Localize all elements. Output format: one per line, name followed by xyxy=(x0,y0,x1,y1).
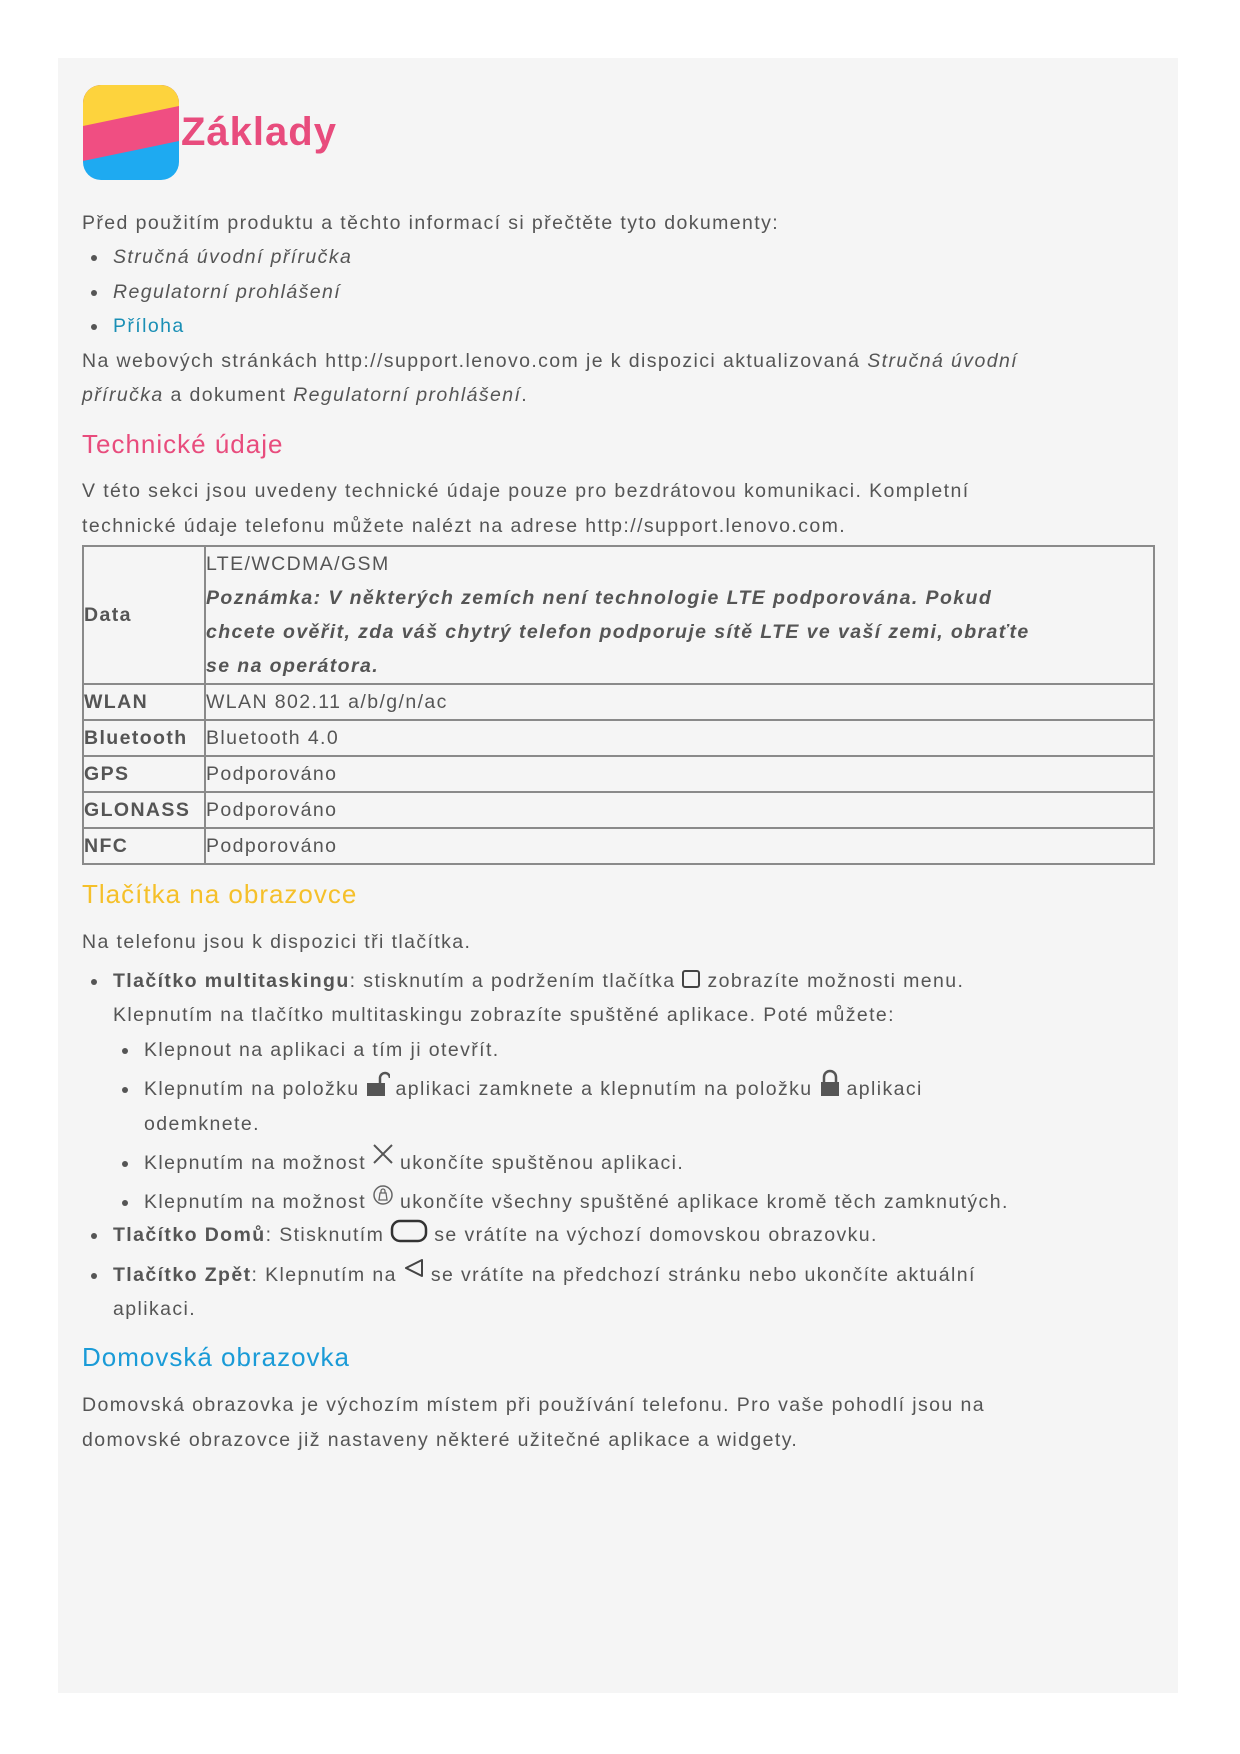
multitask-square-icon xyxy=(681,969,701,989)
spec-key: GLONASS xyxy=(83,792,205,828)
locked-padlock-icon xyxy=(819,1069,841,1097)
section-heading-buttons: Tlačítka na obrazovce xyxy=(82,879,358,909)
bullet xyxy=(91,1273,97,1279)
bullet xyxy=(91,290,97,296)
spec-value-text: LTE/WCDMA/GSM xyxy=(206,553,390,575)
spec-value: Podporováno xyxy=(205,792,1154,828)
bullet xyxy=(91,979,97,985)
web-info-line: příručka a dokument Regulatorní prohlášení. xyxy=(82,384,529,406)
buttons-intro: Na telefonu jsou k dispozici tři tlačítka. xyxy=(82,931,472,953)
home-pill-icon xyxy=(390,1219,428,1243)
table-row xyxy=(83,756,1154,792)
app-logo-icon xyxy=(83,85,179,180)
home-button-item: Tlačítko Domů: Stisknutím se vrátíte na výchozí domovskou obrazovku. xyxy=(113,1223,878,1247)
table-row xyxy=(83,546,1154,684)
sub-item-cont: odemknete. xyxy=(144,1113,260,1135)
spec-value xyxy=(205,546,1154,684)
spec-value: Podporováno xyxy=(205,828,1154,864)
bullet xyxy=(91,324,97,330)
back-triangle-icon xyxy=(403,1257,425,1279)
spec-value: Bluetooth 4.0 xyxy=(205,720,1154,756)
spec-value: Podporováno xyxy=(205,756,1154,792)
back-button-item: Tlačítko Zpět: Klepnutím na se vrátíte na předchozí stránku nebo ukončíte aktuální xyxy=(113,1263,976,1287)
sub-item: Klepnutím na položku aplikaci zamknete a klepnutím na položku aplikaci xyxy=(144,1077,923,1101)
close-x-icon xyxy=(372,1143,394,1165)
doc-item: Regulatorní prohlášení xyxy=(113,281,342,303)
sub-item: Klepnout na aplikaci a tím ji otevřít. xyxy=(144,1039,500,1061)
doc-item: Stručná úvodní příručka xyxy=(113,246,353,268)
spec-key: Bluetooth xyxy=(83,720,205,756)
page-title: Základy xyxy=(181,110,337,154)
home-text: Domovská obrazovka je výchozím místem při používání telefonu. Pro vaše pohodlí jsou na xyxy=(82,1394,985,1416)
intro-text: Před použitím produktu a těchto informací si přečtěte tyto dokumenty: xyxy=(82,212,780,234)
bullet xyxy=(122,1200,128,1206)
section-heading-home: Domovská obrazovka xyxy=(82,1342,350,1372)
bullet xyxy=(122,1161,128,1167)
back-button-cont: aplikaci. xyxy=(113,1298,197,1320)
multitask-item: Tlačítko multitaskingu: stisknutím a podržením tlačítka zobrazíte možnosti menu. xyxy=(113,970,965,992)
table-row xyxy=(83,684,1154,720)
tech-text: technické údaje telefonu můžete nalézt na adrese http://support.lenovo.com. xyxy=(82,515,847,537)
spec-key: GPS xyxy=(83,756,205,792)
bullet xyxy=(122,1087,128,1093)
note-line: Poznámka: V některých zemích není technologie LTE podporována. Pokud xyxy=(206,587,993,609)
section-heading-tech: Technické údaje xyxy=(82,429,284,459)
clear-all-icon xyxy=(372,1184,394,1206)
spec-value: WLAN 802.11 a/b/g/n/ac xyxy=(205,684,1154,720)
spec-key: NFC xyxy=(83,828,205,864)
note-line: se na operátora. xyxy=(206,655,380,677)
table-row xyxy=(83,828,1154,864)
spec-key: WLAN xyxy=(83,684,205,720)
unlocked-padlock-icon xyxy=(366,1071,390,1097)
note-line: chcete ověřit, zda váš chytrý telefon podporuje sítě LTE ve vaší zemi, obraťte xyxy=(206,621,1030,643)
sub-item: Klepnutím na možnost ukončíte všechny spuštěné aplikace kromě těch zamknutých. xyxy=(144,1190,1009,1214)
table-row xyxy=(83,792,1154,828)
web-info-line: Na webových stránkách http://support.lenovo.com je k dispozici aktualizovaná Stručná úvodní xyxy=(82,350,1019,372)
spec-key: Data xyxy=(83,546,205,684)
bullet xyxy=(91,1233,97,1239)
table-row xyxy=(83,720,1154,756)
tech-text: V této sekci jsou uvedeny technické údaje pouze pro bezdrátovou komunikaci. Kompletní xyxy=(82,480,970,502)
bullet xyxy=(91,255,97,261)
sub-item: Klepnutím na možnost ukončíte spuštěnou aplikaci. xyxy=(144,1151,684,1175)
multitask-text: Klepnutím na tlačítko multitaskingu zobrazíte spuštěné aplikace. Poté můžete: xyxy=(113,1004,895,1026)
doc-link-priloha[interactable]: Příloha xyxy=(113,315,185,337)
home-text: domovské obrazovce již nastaveny některé užitečné aplikace a widgety. xyxy=(82,1429,799,1451)
spec-table xyxy=(82,545,1155,865)
bullet xyxy=(122,1048,128,1054)
